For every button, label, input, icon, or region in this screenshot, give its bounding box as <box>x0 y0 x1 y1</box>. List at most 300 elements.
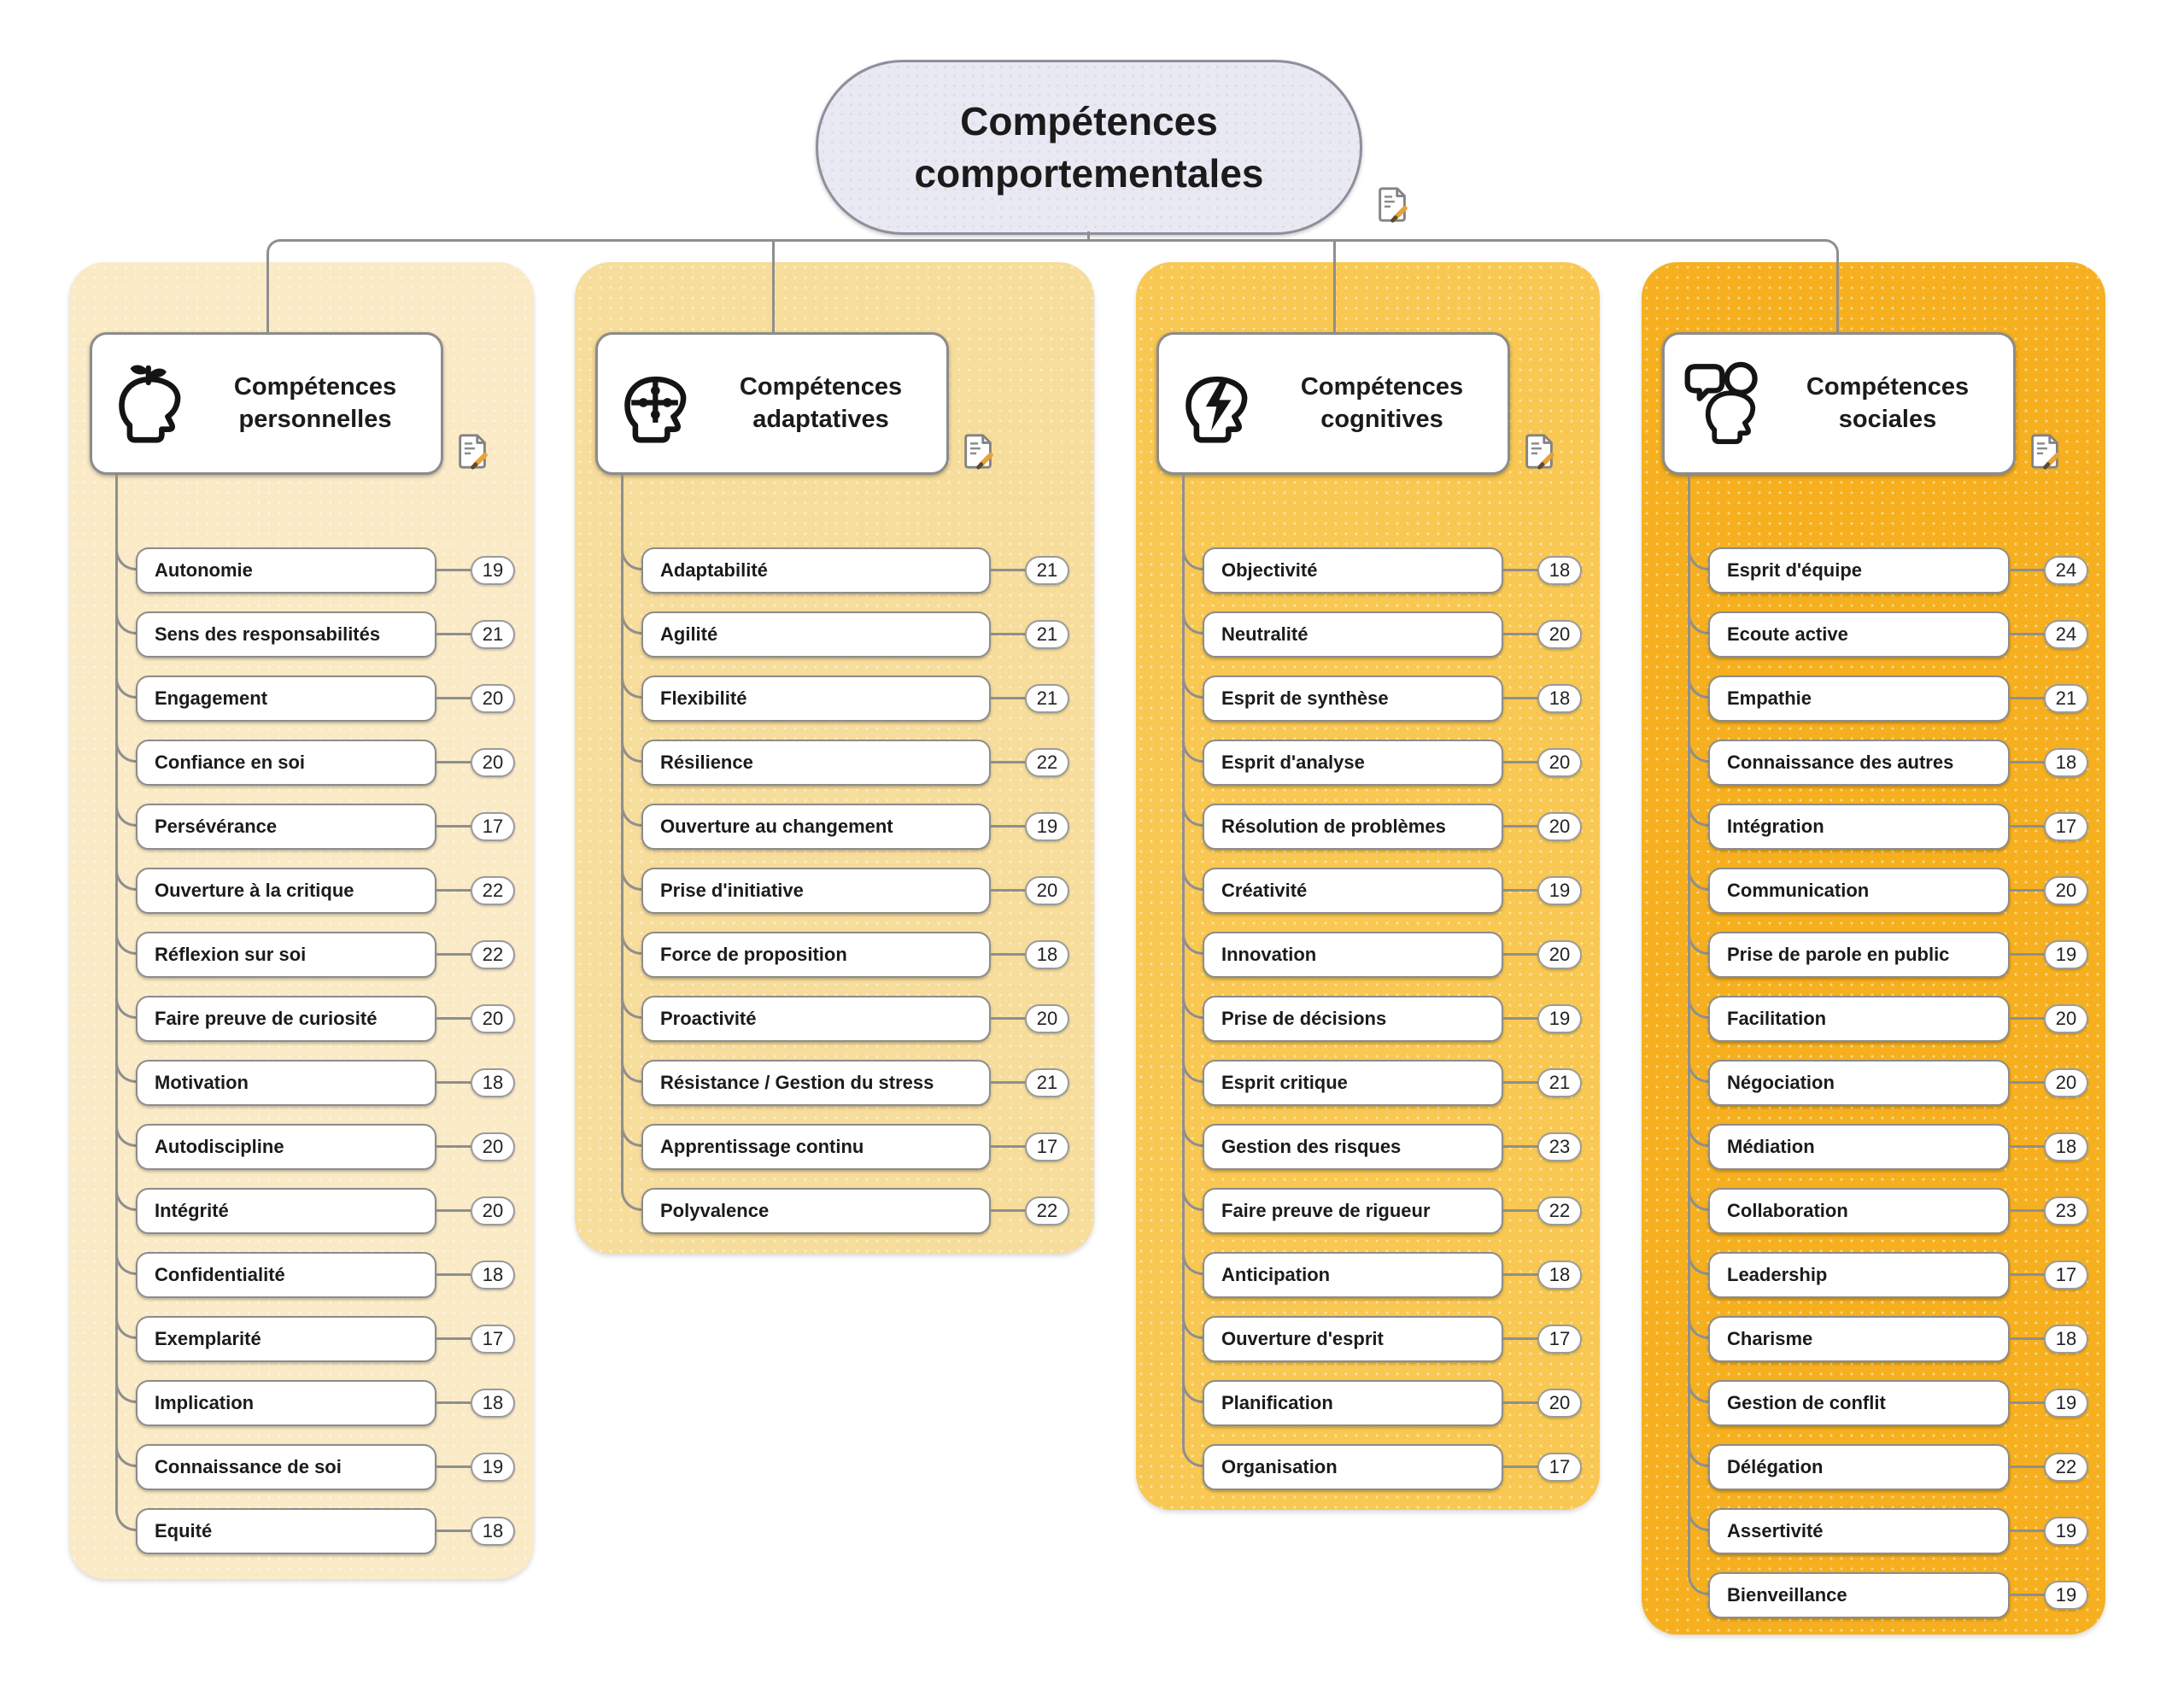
score-badge[interactable] <box>1025 812 1069 841</box>
connector-stub <box>991 889 1025 892</box>
connector-elbow <box>1688 856 1710 891</box>
connector-stub <box>436 633 471 635</box>
score-badge[interactable] <box>1025 1132 1069 1161</box>
connector-stub <box>2010 889 2044 892</box>
connector-stub <box>436 953 471 956</box>
score-badge[interactable] <box>2044 1581 2088 1610</box>
branch-panel-1 <box>69 262 534 1579</box>
score-badge[interactable] <box>1025 940 1069 969</box>
score-badge[interactable] <box>2044 1196 2088 1225</box>
score-value: 21 <box>1036 623 1058 645</box>
score-badge[interactable] <box>471 620 515 649</box>
competency-label: Flexibilité <box>660 687 747 709</box>
competency-node[interactable] <box>136 932 436 978</box>
connector-elbow <box>1182 1432 1204 1467</box>
competency-node[interactable] <box>641 932 991 978</box>
competency-node[interactable] <box>136 1060 436 1106</box>
note-icon[interactable] <box>2026 431 2065 471</box>
connector-stub <box>436 697 471 699</box>
score-value: 21 <box>2055 687 2077 709</box>
competency-node[interactable] <box>1708 1188 2010 1234</box>
competency-label: Charisme <box>1727 1328 1813 1349</box>
competency-row <box>1136 1380 1600 1426</box>
competency-row <box>575 1188 1094 1234</box>
connector-elbow <box>115 920 138 955</box>
score-badge[interactable] <box>1025 1196 1069 1225</box>
competency-node[interactable] <box>1203 1252 1503 1298</box>
score-badge[interactable] <box>1025 876 1069 905</box>
branch-title: Compétences adaptatives <box>739 372 903 433</box>
competency-node[interactable] <box>1203 1188 1503 1234</box>
score-value: 20 <box>1549 1392 1571 1413</box>
connector-elbow <box>1688 535 1710 570</box>
score-value: 21 <box>1549 1072 1571 1093</box>
connector-stub <box>991 1145 1025 1148</box>
connector-stub <box>1503 1401 1537 1404</box>
connector-elbow <box>621 792 643 827</box>
connector-stub <box>1503 697 1537 699</box>
branch-title: Compétences sociales <box>1806 372 1970 433</box>
connector-elbow <box>115 1368 138 1403</box>
competency-node[interactable] <box>136 1380 436 1426</box>
competency-node[interactable] <box>641 1060 991 1106</box>
score-badge[interactable] <box>1025 748 1069 777</box>
connector-stub <box>991 633 1025 635</box>
competency-row <box>1136 611 1600 658</box>
competency-label: Communication <box>1727 880 1870 901</box>
connector-elbow <box>621 664 643 699</box>
connector-elbow <box>1688 1304 1710 1339</box>
root-node[interactable] <box>816 60 1362 235</box>
connector-stub <box>1503 1209 1537 1212</box>
connector-stub <box>991 761 1025 763</box>
competency-node[interactable] <box>1203 1380 1503 1426</box>
score-badge[interactable] <box>2044 876 2088 905</box>
connector-elbow <box>115 856 138 891</box>
competency-label: Esprit d'analyse <box>1221 752 1365 773</box>
score-badge[interactable] <box>1025 556 1069 585</box>
competency-row <box>1136 1188 1600 1234</box>
note-icon[interactable] <box>1520 431 1560 471</box>
score-value: 20 <box>2055 880 2077 901</box>
competency-node[interactable] <box>136 1444 436 1490</box>
score-badge[interactable] <box>1537 1004 1582 1033</box>
score-badge[interactable] <box>1537 748 1582 777</box>
score-badge[interactable] <box>1537 1325 1582 1354</box>
competency-node[interactable] <box>136 804 436 850</box>
competency-node[interactable] <box>1203 1124 1503 1170</box>
score-badge[interactable] <box>2044 684 2088 713</box>
competency-node[interactable] <box>1708 547 2010 594</box>
score-value: 20 <box>482 1200 504 1221</box>
competency-node[interactable] <box>136 1316 436 1362</box>
competency-node[interactable] <box>136 611 436 658</box>
connector-elbow <box>1182 1304 1204 1339</box>
score-badge[interactable] <box>2044 1132 2088 1161</box>
branch-panel-3 <box>1136 262 1600 1510</box>
score-badge[interactable] <box>471 684 515 713</box>
score-badge[interactable] <box>471 1389 515 1418</box>
competency-node[interactable] <box>1203 1444 1503 1490</box>
score-badge[interactable] <box>2044 620 2088 649</box>
connector-elbow <box>1182 1112 1204 1147</box>
competency-label: Sens des responsabilités <box>155 623 381 645</box>
score-value: 22 <box>482 880 504 901</box>
score-value: 22 <box>1036 752 1058 773</box>
score-value: 19 <box>2055 944 2077 965</box>
competency-node[interactable] <box>1708 1572 2010 1618</box>
competency-label: Planification <box>1221 1392 1333 1413</box>
competency-label: Exemplarité <box>155 1328 261 1349</box>
head-bolt-icon <box>1178 361 1263 447</box>
score-value: 20 <box>2055 1008 2077 1029</box>
competency-row <box>1136 932 1600 978</box>
competency-row <box>69 547 534 594</box>
score-badge[interactable] <box>2044 1325 2088 1354</box>
root-title: Compétences comportementales <box>914 98 1264 196</box>
competency-label: Engagement <box>155 687 268 709</box>
connector-stub <box>1503 1145 1537 1148</box>
connector-stub <box>1503 569 1537 571</box>
score-badge[interactable] <box>1537 684 1582 713</box>
connector-elbow <box>115 792 138 827</box>
branch-header[interactable] <box>1662 332 2016 475</box>
score-badge[interactable] <box>1537 812 1582 841</box>
connector-stub <box>436 1465 471 1468</box>
score-value: 24 <box>2055 559 2077 581</box>
score-value: 22 <box>1549 1200 1571 1221</box>
competency-node[interactable] <box>641 676 991 722</box>
score-value: 18 <box>482 1520 504 1541</box>
competency-node[interactable] <box>136 868 436 914</box>
connector-elbow <box>1182 984 1204 1019</box>
connector-elbow <box>621 920 643 955</box>
competency-node[interactable] <box>1708 996 2010 1042</box>
score-badge[interactable] <box>2044 1389 2088 1418</box>
score-badge[interactable] <box>471 940 515 969</box>
score-value: 20 <box>482 752 504 773</box>
score-value: 18 <box>1549 687 1571 709</box>
connector-stub <box>991 697 1025 699</box>
competency-label: Ouverture d'esprit <box>1221 1328 1384 1349</box>
connector-elbow <box>115 1432 138 1467</box>
competency-label: Intégration <box>1727 816 1824 837</box>
score-badge[interactable] <box>471 1325 515 1354</box>
score-badge[interactable] <box>1537 620 1582 649</box>
score-badge[interactable] <box>2044 1261 2088 1290</box>
connector-stub <box>991 953 1025 956</box>
competency-node[interactable] <box>1203 804 1503 850</box>
competency-row <box>69 676 534 722</box>
score-badge[interactable] <box>1025 1004 1069 1033</box>
competency-node[interactable] <box>1708 932 2010 978</box>
score-badge[interactable] <box>1537 876 1582 905</box>
competency-node[interactable] <box>1203 676 1503 722</box>
score-badge[interactable] <box>1025 1068 1069 1097</box>
competency-node[interactable] <box>136 1124 436 1170</box>
competency-node[interactable] <box>136 547 436 594</box>
score-badge[interactable] <box>1537 1453 1582 1482</box>
connector-elbow <box>621 600 643 635</box>
note-icon[interactable] <box>454 431 493 471</box>
competency-node[interactable] <box>1708 1124 2010 1170</box>
connector-stub <box>991 569 1025 571</box>
score-value: 19 <box>1549 1008 1571 1029</box>
connector-stub <box>1503 633 1537 635</box>
connector-stub <box>436 1081 471 1084</box>
competency-node[interactable] <box>1203 996 1503 1042</box>
score-value: 17 <box>1036 1136 1058 1157</box>
branch-title: Compétences cognitives <box>1300 372 1464 433</box>
competency-node[interactable] <box>1708 611 2010 658</box>
score-badge[interactable] <box>1025 684 1069 713</box>
score-value: 20 <box>482 1008 504 1029</box>
score-badge[interactable] <box>1537 1132 1582 1161</box>
connector-elbow <box>1688 920 1710 955</box>
connector-stub <box>2010 697 2044 699</box>
competency-node[interactable] <box>1203 868 1503 914</box>
score-badge[interactable] <box>1025 620 1069 649</box>
score-badge[interactable] <box>471 748 515 777</box>
competency-row <box>69 996 534 1042</box>
connector-elbow <box>621 535 643 570</box>
score-value: 20 <box>2055 1072 2077 1093</box>
competency-row <box>69 1444 534 1490</box>
connector-stub <box>991 1081 1025 1084</box>
competency-node[interactable] <box>1203 1060 1503 1106</box>
competency-label: Organisation <box>1221 1456 1338 1477</box>
connector-stub <box>1503 1337 1537 1340</box>
competency-row <box>1642 740 2105 786</box>
score-badge[interactable] <box>2044 940 2088 969</box>
competency-label: Bienveillance <box>1727 1584 1847 1606</box>
competency-row <box>575 611 1094 658</box>
connector-stub <box>1503 1017 1537 1020</box>
score-badge[interactable] <box>471 1068 515 1097</box>
competency-label: Ouverture à la critique <box>155 880 354 901</box>
connector-elbow <box>1688 1560 1710 1595</box>
competency-node[interactable] <box>136 1252 436 1298</box>
connector-drop <box>772 239 775 332</box>
competency-row <box>575 740 1094 786</box>
score-badge[interactable] <box>471 1453 515 1482</box>
score-badge[interactable] <box>2044 556 2088 585</box>
competency-node[interactable] <box>641 1188 991 1234</box>
score-badge[interactable] <box>1537 1389 1582 1418</box>
connector-elbow <box>115 664 138 699</box>
connector-stub <box>436 1017 471 1020</box>
score-badge[interactable] <box>1537 1261 1582 1290</box>
competency-label: Faire preuve de rigueur <box>1221 1200 1431 1221</box>
competency-node[interactable] <box>1708 868 2010 914</box>
score-value: 22 <box>482 944 504 965</box>
score-badge[interactable] <box>1537 940 1582 969</box>
competency-row <box>575 804 1094 850</box>
connector-elbow <box>1688 1048 1710 1083</box>
connector-stub <box>1503 953 1537 956</box>
branch-panel-2 <box>575 262 1094 1254</box>
score-badge[interactable] <box>2044 1004 2088 1033</box>
connector-stub <box>2010 953 2044 956</box>
competency-node[interactable] <box>1203 740 1503 786</box>
score-badge[interactable] <box>471 556 515 585</box>
competency-label: Gestion des risques <box>1221 1136 1402 1157</box>
score-badge[interactable] <box>471 876 515 905</box>
competency-label: Esprit d'équipe <box>1727 559 1863 581</box>
score-value: 18 <box>1549 1264 1571 1285</box>
competency-row <box>69 868 534 914</box>
connector-stub <box>2010 1273 2044 1276</box>
competency-node[interactable] <box>1203 1316 1503 1362</box>
competency-node[interactable] <box>1203 611 1503 658</box>
competency-node[interactable] <box>1203 547 1503 594</box>
competency-label: Persévérance <box>155 816 278 837</box>
connector-drop <box>1333 239 1336 332</box>
competency-node[interactable] <box>641 804 991 850</box>
competency-node[interactable] <box>136 1508 436 1554</box>
competency-node[interactable] <box>136 996 436 1042</box>
connector-stub <box>1503 761 1537 763</box>
competency-node[interactable] <box>641 740 991 786</box>
connector-stub <box>1503 1465 1537 1468</box>
score-badge[interactable] <box>471 1196 515 1225</box>
note-icon[interactable] <box>959 431 998 471</box>
connector-stub <box>436 1209 471 1212</box>
connector-stub <box>436 1273 471 1276</box>
competency-node[interactable] <box>1708 1060 2010 1106</box>
competency-label: Innovation <box>1221 944 1317 965</box>
connector-elbow <box>1182 856 1204 891</box>
score-badge[interactable] <box>471 812 515 841</box>
connector-elbow <box>1182 1048 1204 1083</box>
connector-elbow <box>1182 600 1204 635</box>
connector-stub <box>2010 569 2044 571</box>
competency-label: Esprit critique <box>1221 1072 1348 1093</box>
competency-row <box>1642 932 2105 978</box>
score-badge[interactable] <box>471 1517 515 1546</box>
competency-node[interactable] <box>1708 1508 2010 1554</box>
competency-node[interactable] <box>136 740 436 786</box>
score-badge[interactable] <box>1537 556 1582 585</box>
score-badge[interactable] <box>2044 1517 2088 1546</box>
score-badge[interactable] <box>2044 1453 2088 1482</box>
competency-node[interactable] <box>1708 1380 2010 1426</box>
competency-node[interactable] <box>641 1124 991 1170</box>
competency-row <box>1642 676 2105 722</box>
competency-row <box>1642 547 2105 594</box>
score-value: 18 <box>2055 1136 2077 1157</box>
head-speech-icon <box>1683 361 1769 447</box>
competency-node[interactable] <box>1708 1316 2010 1362</box>
note-icon[interactable] <box>1373 184 1413 224</box>
head-sprout-icon <box>111 361 196 447</box>
score-badge[interactable] <box>471 1261 515 1290</box>
connector-stub <box>1503 889 1537 892</box>
competency-node[interactable] <box>1708 1444 2010 1490</box>
score-value: 17 <box>2055 1264 2077 1285</box>
connector-stub <box>1503 1273 1537 1276</box>
connector-elbow <box>115 1304 138 1339</box>
competency-label: Confidentialité <box>155 1264 285 1285</box>
score-value: 20 <box>1549 944 1571 965</box>
competency-node[interactable] <box>641 547 991 594</box>
connector-stub <box>436 1530 471 1532</box>
competency-label: Leadership <box>1727 1264 1828 1285</box>
branch-header[interactable] <box>1156 332 1510 475</box>
score-value: 23 <box>1549 1136 1571 1157</box>
connector-elbow <box>1688 1496 1710 1531</box>
competency-label: Résistance / Gestion du stress <box>660 1072 934 1093</box>
branch-header[interactable] <box>595 332 949 475</box>
competency-row <box>1136 804 1600 850</box>
score-value: 20 <box>1549 816 1571 837</box>
competency-label: Facilitation <box>1727 1008 1827 1029</box>
connector-stub <box>1503 1081 1537 1084</box>
score-badge[interactable] <box>1537 1068 1582 1097</box>
connector-stub <box>991 1017 1025 1020</box>
score-value: 18 <box>482 1264 504 1285</box>
competency-node[interactable] <box>641 996 991 1042</box>
connector-stub <box>2010 1401 2044 1404</box>
connector-stub <box>2010 1337 2044 1340</box>
connector-stub <box>2010 761 2044 763</box>
competency-label: Prise de décisions <box>1221 1008 1387 1029</box>
competency-label: Créativité <box>1221 880 1308 901</box>
competency-row <box>69 1124 534 1170</box>
connector-elbow <box>1182 1176 1204 1211</box>
branch-panel-4 <box>1642 262 2105 1635</box>
competency-node[interactable] <box>1708 676 2010 722</box>
competency-label: Autonomie <box>155 559 253 581</box>
connector-elbow <box>115 600 138 635</box>
score-badge[interactable] <box>2044 812 2088 841</box>
branch-header[interactable] <box>90 332 443 475</box>
connector-stub <box>436 1401 471 1404</box>
score-value: 19 <box>2055 1392 2077 1413</box>
competency-row <box>1642 1124 2105 1170</box>
connector-stub <box>1503 825 1537 828</box>
competency-node[interactable] <box>1708 1252 2010 1298</box>
competency-node[interactable] <box>641 868 991 914</box>
connector-elbow <box>1182 535 1204 570</box>
competency-row <box>1136 1444 1600 1490</box>
score-badge[interactable] <box>1537 1196 1582 1225</box>
competency-row <box>575 932 1094 978</box>
competency-node[interactable] <box>136 1188 436 1234</box>
competency-node[interactable] <box>136 676 436 722</box>
competency-label: Assertivité <box>1727 1520 1824 1541</box>
connector-elbow <box>1688 1176 1710 1211</box>
competency-row <box>575 868 1094 914</box>
connector-trunk <box>266 239 1839 332</box>
competency-node[interactable] <box>1708 740 2010 786</box>
score-value: 18 <box>2055 752 2077 773</box>
competency-row <box>575 676 1094 722</box>
score-badge[interactable] <box>471 1004 515 1033</box>
score-badge[interactable] <box>471 1132 515 1161</box>
score-badge[interactable] <box>2044 748 2088 777</box>
score-value: 22 <box>2055 1456 2077 1477</box>
connector-elbow <box>1182 1240 1204 1275</box>
connector-elbow <box>1688 1432 1710 1467</box>
score-badge[interactable] <box>2044 1068 2088 1097</box>
competency-node[interactable] <box>1708 804 2010 850</box>
competency-node[interactable] <box>1203 932 1503 978</box>
competency-node[interactable] <box>641 611 991 658</box>
connector-elbow <box>115 1048 138 1083</box>
connector-elbow <box>621 984 643 1019</box>
competency-label: Négociation <box>1727 1072 1835 1093</box>
